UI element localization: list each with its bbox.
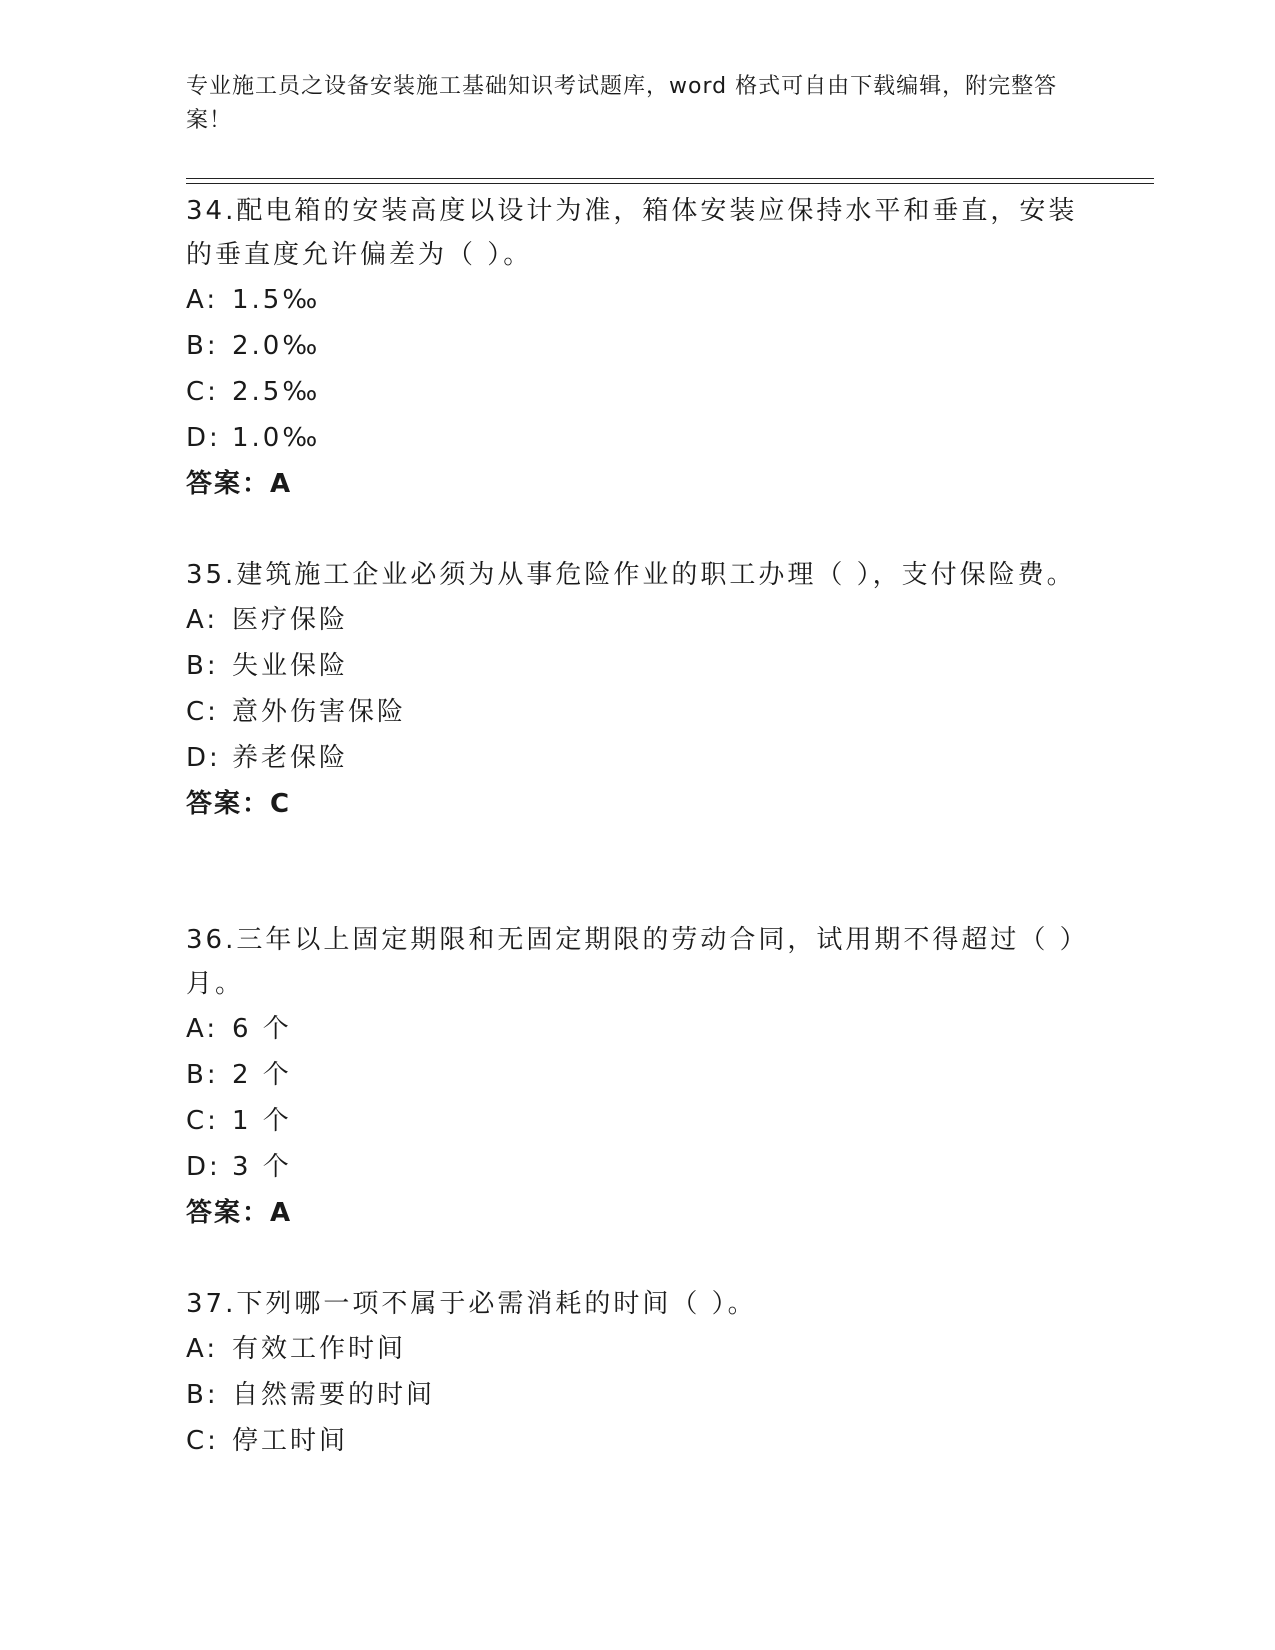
option-key: D: [186, 743, 221, 773]
question-36 [186, 918, 1086, 1236]
question-35 [186, 553, 1086, 827]
option-key: A: [186, 1334, 219, 1364]
option-text: 2 个 [232, 1060, 292, 1090]
option-key: C: [186, 1106, 219, 1136]
option-b [186, 643, 1086, 689]
option-a [186, 1326, 1086, 1372]
option-b [186, 1372, 1086, 1418]
option-c [186, 1098, 1086, 1144]
option-d [186, 735, 1086, 781]
option-text: 养老保险 [232, 743, 349, 773]
question-stem: 34.配电箱的安装高度以设计为准，箱体安装应保持水平和垂直，安装的垂直度允许偏差为（ ）。 [186, 196, 1078, 270]
option-key: C: [186, 377, 219, 407]
question-stem: 37.下列哪一项不属于必需消耗的时间（ ）。 [186, 1289, 757, 1319]
question-stem: 35.建筑施工企业必须为从事危险作业的职工办理（ ），支付保险费。 [186, 560, 1076, 590]
option-text: 有效工作时间 [232, 1334, 407, 1364]
option-b [186, 323, 1086, 369]
option-c [186, 369, 1086, 415]
question-34 [186, 189, 1086, 507]
option-text: 1.0‰ [232, 423, 321, 453]
option-text: 6 个 [232, 1014, 292, 1044]
header-divider-bottom [186, 183, 1154, 184]
option-text: 自然需要的时间 [232, 1380, 436, 1410]
option-text: 意外伤害保险 [232, 697, 407, 727]
option-a [186, 597, 1086, 643]
option-a [186, 277, 1086, 323]
option-d [186, 415, 1086, 461]
option-key: A: [186, 285, 219, 315]
option-key: A: [186, 605, 219, 635]
option-key: B: [186, 1380, 219, 1410]
option-text: 失业保险 [232, 651, 349, 681]
answer-line: 答案：A [186, 469, 293, 499]
option-key: D: [186, 423, 221, 453]
option-text: 3 个 [232, 1152, 292, 1182]
option-key: C: [186, 1426, 219, 1456]
answer-line: 答案：A [186, 1198, 293, 1228]
option-key: A: [186, 1014, 219, 1044]
option-key: D: [186, 1152, 221, 1182]
option-text: 1 个 [232, 1106, 292, 1136]
answer-line: 答案：C [186, 789, 292, 819]
option-c [186, 1418, 1086, 1464]
option-text: 2.0‰ [232, 331, 321, 361]
option-key: B: [186, 1060, 219, 1090]
question-37 [186, 1282, 1086, 1464]
option-text: 停工时间 [232, 1426, 349, 1456]
option-d [186, 1144, 1086, 1190]
option-key: B: [186, 331, 219, 361]
option-text: 2.5‰ [232, 377, 321, 407]
option-b [186, 1052, 1086, 1098]
option-c [186, 689, 1086, 735]
option-text: 医疗保险 [232, 605, 349, 635]
option-text: 1.5‰ [232, 285, 321, 315]
option-a [186, 1006, 1086, 1052]
document-header: 专业施工员之设备安装施工基础知识考试题库，word 格式可自由下载编辑，附完整答案！ [186, 74, 1058, 133]
header-divider-top [186, 178, 1154, 179]
question-stem: 36.三年以上固定期限和无固定期限的劳动合同，试用期不得超过（ ）月。 [186, 925, 1076, 999]
option-key: B: [186, 651, 219, 681]
option-key: C: [186, 697, 219, 727]
